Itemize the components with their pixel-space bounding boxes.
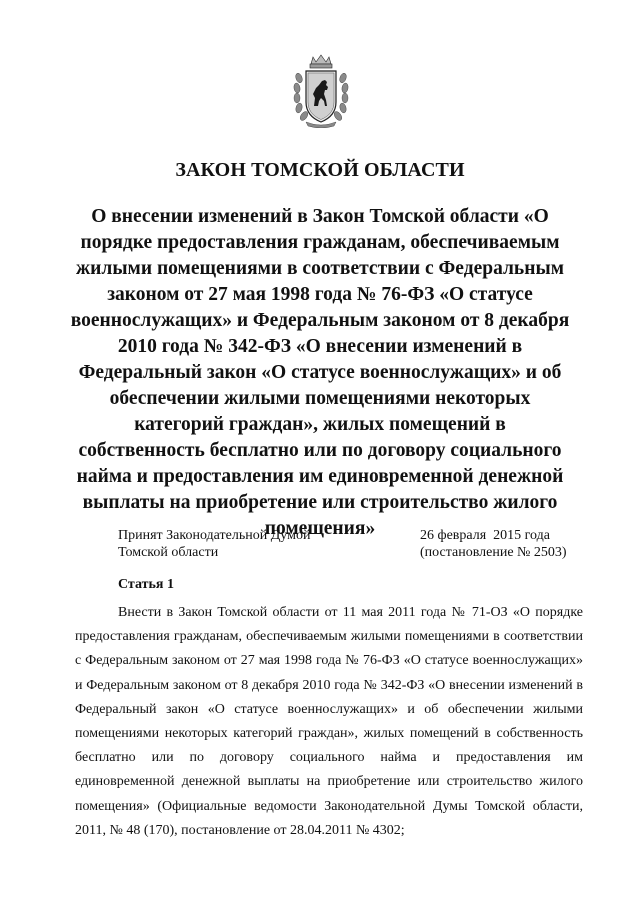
law-title: ЗАКОН ТОМСКОЙ ОБЛАСТИ xyxy=(175,159,465,181)
adoption-date: 26 февраля 2015 года xyxy=(420,528,550,543)
resolution-number: (постановление № 2503) xyxy=(420,545,567,560)
article-heading: Статья 1 xyxy=(118,577,174,592)
article-body: Внести в Закон Томской области от 11 мая 2011 года № 71-ОЗ «О порядке предоставления гражданам, обеспечиваемым жилыми помещениями в соответствии с Федеральным законом от 27 мая 1998 года № 76-ФЗ «О статусе военнослужащих» и Федеральным законом от 8 декабря 2010 года № 342-ФЗ «О внесении изменений в Федеральный закон «О статусе военнослужащих» и об обеспечении жилыми помещениями некоторых категорий граждан», жилых помещений в собственность бесплатно или по договору социального найма и предоставления им единовременной денежной выплаты на приобретение или строительство жилого помещения» (Официальные ведомости Законодательной Думы Томской области, 2011, № 48 (170), постановление от 28.04.2011 № 4302; xyxy=(75,605,583,838)
adopted-by xyxy=(118,527,310,561)
adopted-by-line1: Принят Законодательной Думой xyxy=(118,528,311,543)
adoption-info xyxy=(420,527,567,561)
law-subject: О внесении изменений в Закон Томской области «О порядке предоставления гражданам, обеспечиваемым жилыми помещениями в соответствии с Федеральным законом от 27 мая 1998 года № 76-ФЗ «О статусе военнослужащих» и Федеральным законом от 8 декабря 2010 года № 342-ФЗ «О внесении изменений в Федеральный закон «О статусе военнослужащих» и об обеспечении жилыми помещениями некоторых категорий граждан», жилых помещений в собственность бесплатно или по договору социального найма и предоставления им единовременной денежной выплаты на приобретение или строительство жилого помещения» xyxy=(70,206,570,539)
tomsk-oblast-coat-of-arms-icon xyxy=(292,54,350,128)
adopted-by-line2: Томской области xyxy=(118,545,219,560)
